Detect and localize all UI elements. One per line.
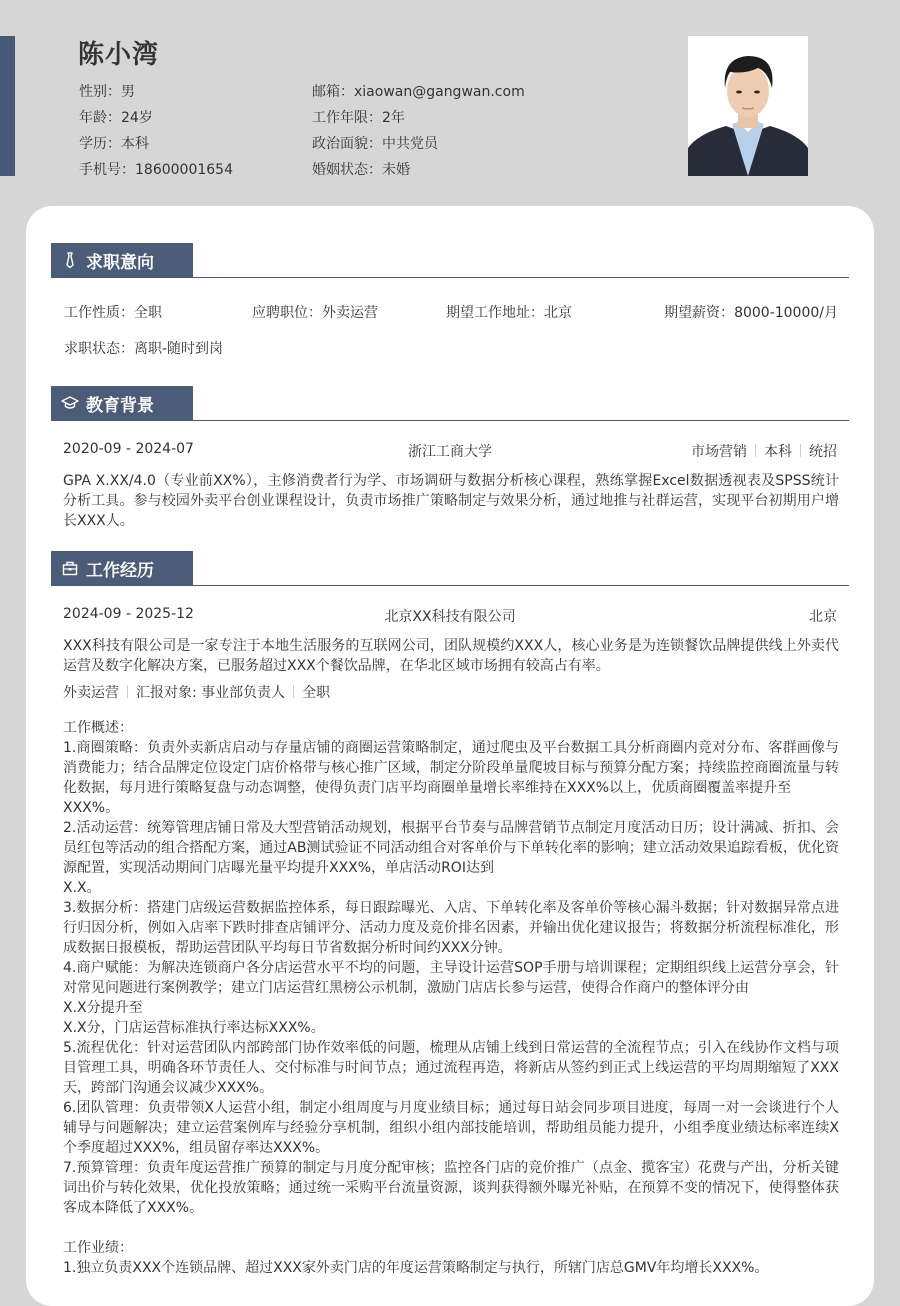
info-label: 学历：: [79, 136, 121, 152]
work-company: 北京XX科技有限公司: [384, 609, 516, 625]
tag-role: 外卖运营: [63, 685, 119, 701]
education-degree: 本科: [764, 444, 792, 460]
work-overview: [63, 718, 839, 1278]
intent-status: [64, 338, 223, 358]
section-header-intent: [51, 243, 849, 278]
intent-label: 应聘职位：: [252, 305, 322, 321]
divider: [293, 685, 294, 698]
section-title: 求职意向: [86, 252, 154, 273]
achievements-title: 工作业绩：: [63, 1240, 133, 1256]
work-city: 北京: [809, 609, 837, 625]
overview-item: X.X。: [63, 880, 101, 896]
education-description: GPA X.XX/4.0（专业前XX%），主修消费者行为学、市场调研与数据分析核心课程，熟练掌握Excel数据透视表及SPSS统计分析工具。参与校园外卖平台创业课程设计，负责市场推广策略制定与效果分析，通过地推与社群运营，实现平台初期用户增长XXX人。: [63, 473, 839, 529]
graduation-cap-icon: [61, 394, 79, 412]
divider: [755, 444, 756, 457]
education-meta: [577, 441, 837, 461]
info-phone: [79, 157, 233, 183]
intent-value: 外卖运营: [322, 305, 378, 321]
info-label: 婚姻状态：: [312, 162, 382, 178]
basic-info-left: [79, 79, 233, 183]
intent-label: 求职状态：: [64, 341, 134, 357]
intent-label: 工作性质：: [64, 305, 134, 321]
overview-title: 工作概述：: [63, 720, 133, 736]
intent-value: 全职: [134, 305, 162, 321]
intent-salary: [664, 302, 838, 322]
info-value: 18600001654: [135, 162, 233, 178]
education-period: 2020-09 - 2024-07: [63, 441, 194, 457]
overview-item: 7.预算管理：负责年度运营推广预算的制定与月度分配审核；监控各门店的竞价推广（点金、揽客宝）花费与产出，分析关键词出价与转化效果，优化投放策略；通过统一采购平台流量资源，谈判获得额外曝光补贴，在预算不变的情况下，使得整体获客成本降低了XXX%。: [63, 1160, 839, 1216]
profile-photo: [688, 36, 808, 176]
section-tab-education: [51, 386, 193, 420]
intent-value: 离职-随时到岗: [134, 341, 224, 357]
info-value: 男: [121, 84, 135, 100]
section-title: 教育背景: [86, 395, 154, 416]
education-major: 市场营销: [691, 444, 747, 460]
briefcase-icon: [61, 559, 79, 577]
section-title: 工作经历: [86, 560, 154, 581]
overview-item: 5.流程优化：针对运营团队内部跨部门协作效率低的问题，梳理从店铺上线到日常运营的全流程节点；引入在线协作文档与项目管理工具，明确各环节责任人、交付标准与时间节点；通过流程再造，将新店从签约到正式上线运营的平均周期缩短了XXX天，跨部门沟通会议减少XXX%。: [63, 1040, 839, 1096]
tag-employment-type: 全职: [302, 685, 331, 701]
intent-value: 北京: [544, 305, 572, 321]
info-political-status: [312, 131, 525, 157]
info-value: 未婚: [382, 162, 410, 178]
tag-report-to: 汇报对象: 事业部负责人: [136, 685, 286, 701]
intent-job-type: [64, 302, 162, 322]
info-value: 2年: [382, 110, 405, 126]
info-value: xiaowan@gangwan.com: [354, 84, 525, 100]
info-education: [79, 131, 233, 157]
education-row: [63, 441, 837, 461]
info-gender: [79, 79, 233, 105]
education-type: 统招: [809, 444, 837, 460]
section-header-work: [51, 551, 849, 586]
info-value: 本科: [121, 136, 149, 152]
work-period: 2024-09 - 2025-12: [63, 606, 194, 622]
accent-bar: [0, 36, 15, 176]
overview-item: 2.活动运营：统筹管理店铺日常及大型营销活动规划，根据平台节奏与品牌营销节点制定月度活动日历；设计满减、折扣、会员红包等活动的组合搭配方案，通过AB测试验证不同活动组合对客单价与下单转化率的影响；建立活动效果追踪看板，优化资源配置，实现活动期间门店曝光量平均提升XXX%，单店活动ROI达到: [63, 820, 839, 876]
info-work-years: [312, 105, 525, 131]
info-label: 手机号：: [79, 162, 135, 178]
overview-item: XXX%。: [63, 800, 120, 816]
overview-item: 1.商圈策略：负责外卖新店启动与存量店铺的商圈运营策略制定，通过爬虫及平台数据工具分析商圈内竞对分布、客群画像与消费能力；结合品牌定位设定门店价格带与核心推广区域，制定分阶段单量爬坡目标与预算分配方案；持续监控商圈流量与转化数据，每月进行策略复盘与动态调整，使得负责门店平均商圈单量增长率维持在XXX%以上，优质商圈覆盖率提升至: [63, 740, 839, 796]
divider: [127, 685, 128, 698]
info-label: 年龄：: [79, 110, 121, 126]
intent-position: [252, 302, 378, 322]
intent-label: 期望薪资：: [664, 305, 735, 321]
info-age: [79, 105, 233, 131]
spacer: [63, 1218, 839, 1238]
overview-item: X.X分，门店运营标准执行率达标XXX%。: [63, 1020, 325, 1036]
education-school: 浙江工商大学: [408, 444, 492, 460]
intent-location: [446, 302, 572, 322]
candidate-name: 陈小湾: [78, 40, 160, 70]
resume-card: [26, 206, 874, 1306]
info-label: 邮箱：: [312, 84, 354, 100]
achievement-item: 1.独立负责XXX个连锁品牌、超过XXX家外卖门店的年度运营策略制定与执行，所辖门店总GMV年均增长XXX%。: [63, 1260, 769, 1276]
section-header-education: [51, 386, 849, 421]
intent-label: 期望工作地址：: [446, 305, 544, 321]
section-tab-intent: [51, 243, 193, 277]
tie-icon: [61, 251, 79, 269]
section-tab-work: [51, 551, 193, 585]
info-marital-status: [312, 157, 525, 183]
info-label: 性别：: [79, 84, 121, 100]
divider: [800, 444, 801, 457]
person-portrait-icon: [688, 36, 808, 176]
overview-item: 4.商户赋能：为解决连锁商户各分店运营水平不均的问题，主导设计运营SOP手册与培训课程；定期组织线上运营分享会，针对常见问题进行案例教学；建立门店运营红黑榜公示机制，激励门店店长参与运营，使得合作商户的整体评分由: [63, 960, 839, 996]
info-value: 24岁: [121, 110, 153, 126]
info-label: 工作年限：: [312, 110, 382, 126]
intent-value: 8000-10000/月: [734, 305, 838, 321]
overview-item: 3.数据分析：搭建门店级运营数据监控体系，每日跟踪曝光、入店、下单转化率及客单价等核心漏斗数据；针对数据异常点进行归因分析，例如入店率下跌时排查店铺评分、活动力度及竞价排名因素，并输出优化建议报告；将数据分析流程标准化，形成数据日报模板，帮助运营团队平均每日节省数据分析时间约XXX分钟。: [63, 900, 839, 956]
info-label: 政治面貌：: [312, 136, 382, 152]
info-email: [312, 79, 525, 105]
info-value: 中共党员: [382, 136, 438, 152]
overview-item: X.X分提升至: [63, 1000, 143, 1016]
work-row: [63, 606, 837, 626]
company-intro: XXX科技有限公司是一家专注于本地生活服务的互联网公司，团队规模约XXX人，核心业务是为连锁餐饮品牌提供线上外卖代运营及数字化解决方案，已服务超过XXX个餐饮品牌，在华北区域市场拥有较高占有率。: [63, 638, 839, 674]
overview-item: 6.团队管理：负责带领X人运营小组，制定小组周度与月度业绩目标；通过每日站会同步项目进度，每周一对一会谈进行个人辅导与问题解决；建立运营案例库与经验分享机制，组织小组内部技能培训，帮助组员能力提升，小组季度业绩达标率连续X个季度超过XXX%，组员留存率达XXX%。: [63, 1100, 839, 1156]
work-tags: [63, 683, 839, 703]
basic-info-right: [312, 79, 525, 183]
